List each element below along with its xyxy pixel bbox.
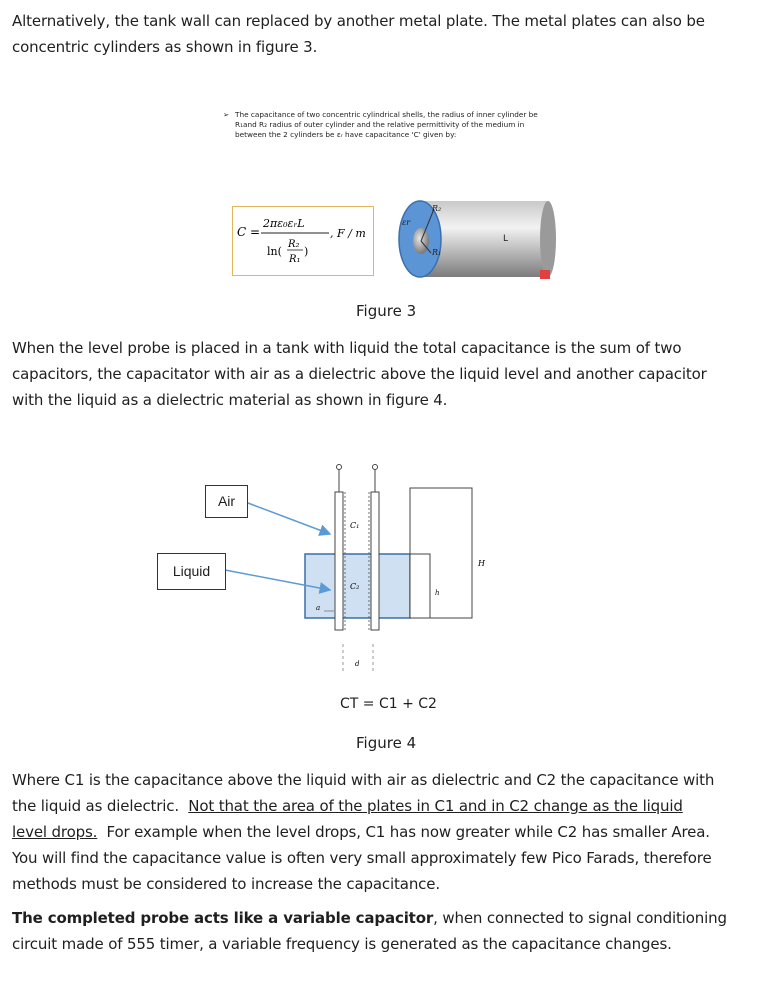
capacitance-formula — [232, 206, 374, 276]
formula-den-num: R₂ — [288, 239, 300, 250]
figure-4-caption: Figure 4 — [356, 734, 417, 752]
liquid-label-box: Liquid — [157, 553, 226, 590]
capacitance-sum-equation: CT = C1 + C2 — [340, 696, 437, 712]
electrode-1 — [335, 492, 343, 630]
figure-3-image — [213, 107, 560, 283]
electrode-2-terminal — [373, 465, 378, 470]
length-label: L — [503, 234, 509, 244]
figure-3-bullet-text: The capacitance of two concentric cylindrical shells, the radius of inner cylinder be R₁and R₂ radius of outer cylinder and the relative permittivity of the medium in between the 2 cylinders be εᵣ have capacitance 'C' given by: — [235, 110, 538, 139]
formula-den-prefix: ln( — [267, 245, 282, 258]
intro-line-2: concentric cylinders as shown in figure 3. — [12, 38, 318, 56]
c2-label: C₂ — [350, 582, 360, 591]
h-label: H — [478, 559, 485, 568]
paragraph-level-probe — [12, 335, 764, 413]
para3-line-2b: Not that the area of the plates in C1 and in C2 change as the liquid — [188, 797, 683, 815]
para3-line-2 — [12, 793, 764, 819]
corner-mark — [540, 270, 550, 279]
bullet-arrow-icon: ➢ — [223, 110, 230, 119]
formula-lhs: C = — [237, 225, 261, 239]
para4-line-2: circuit made of 555 timer, a variable frequency is generated as the capacitance changes. — [12, 935, 672, 953]
epsilon-label: εr — [402, 218, 411, 227]
intro-paragraph — [12, 8, 764, 60]
formula-unit: , F / m — [330, 227, 366, 240]
h-small-label: h — [435, 589, 440, 597]
intro-line-1: Alternatively, the tank wall can replaced by another metal plate. The metal plates can also be — [12, 12, 705, 30]
concentric-cylinder-illustration — [398, 195, 558, 281]
liquid-height-bar — [410, 554, 430, 618]
formula-numerator: 2πε₀εᵣL — [263, 217, 305, 230]
electrode-2 — [371, 492, 379, 630]
formula-den-suffix: ) — [304, 245, 309, 258]
a-label: a — [316, 604, 321, 612]
cylinder-end — [540, 201, 556, 277]
para4-line-1-rest: , when connected to signal conditioning — [433, 909, 727, 927]
c1-label: C₁ — [350, 521, 360, 530]
formula-den-den: R₁ — [289, 254, 301, 265]
d-label: d — [355, 660, 360, 668]
para2-line-2: capacitors, the capacitator with air as a dielectric above the liquid level and another capacitor — [12, 365, 707, 383]
figure-4-diagram — [150, 462, 490, 677]
para3-line-4: You will find the capacitance value is often very small approximately few Pico Farads, therefore — [12, 849, 712, 867]
para3-line-3b: For example when the level drops, C1 has now greater while C2 has smaller Area. — [97, 823, 710, 841]
r1-label: R₁ — [432, 248, 442, 257]
para2-line-3: with the liquid as a dielectric material as shown in figure 4. — [12, 391, 448, 409]
para3-line-3a: level drops. — [12, 823, 98, 841]
para3-line-5: methods must be considered to increase the capacitance. — [12, 875, 440, 893]
air-arrow — [248, 503, 330, 534]
para3-line-1: Where C1 is the capacitance above the liquid with air as dielectric and C2 the capacitance with — [12, 771, 715, 789]
para4-bold: The completed probe acts like a variable capacitor — [12, 909, 434, 927]
electrode-1-terminal — [337, 465, 342, 470]
figure-3-bullet — [223, 110, 558, 140]
para2-line-1: When the level probe is placed in a tank with liquid the total capacitance is the sum of two — [12, 339, 682, 357]
para3-line-3 — [12, 819, 764, 845]
paragraph-variable-capacitor — [12, 905, 764, 957]
para4-line-1 — [12, 905, 764, 931]
air-label-box: Air — [205, 485, 248, 518]
para3-line-2a: the liquid as dielectric. — [12, 797, 189, 815]
figure-3-caption: Figure 3 — [356, 302, 417, 320]
paragraph-c1-c2 — [12, 767, 764, 897]
r2-label: R₂ — [432, 204, 442, 213]
